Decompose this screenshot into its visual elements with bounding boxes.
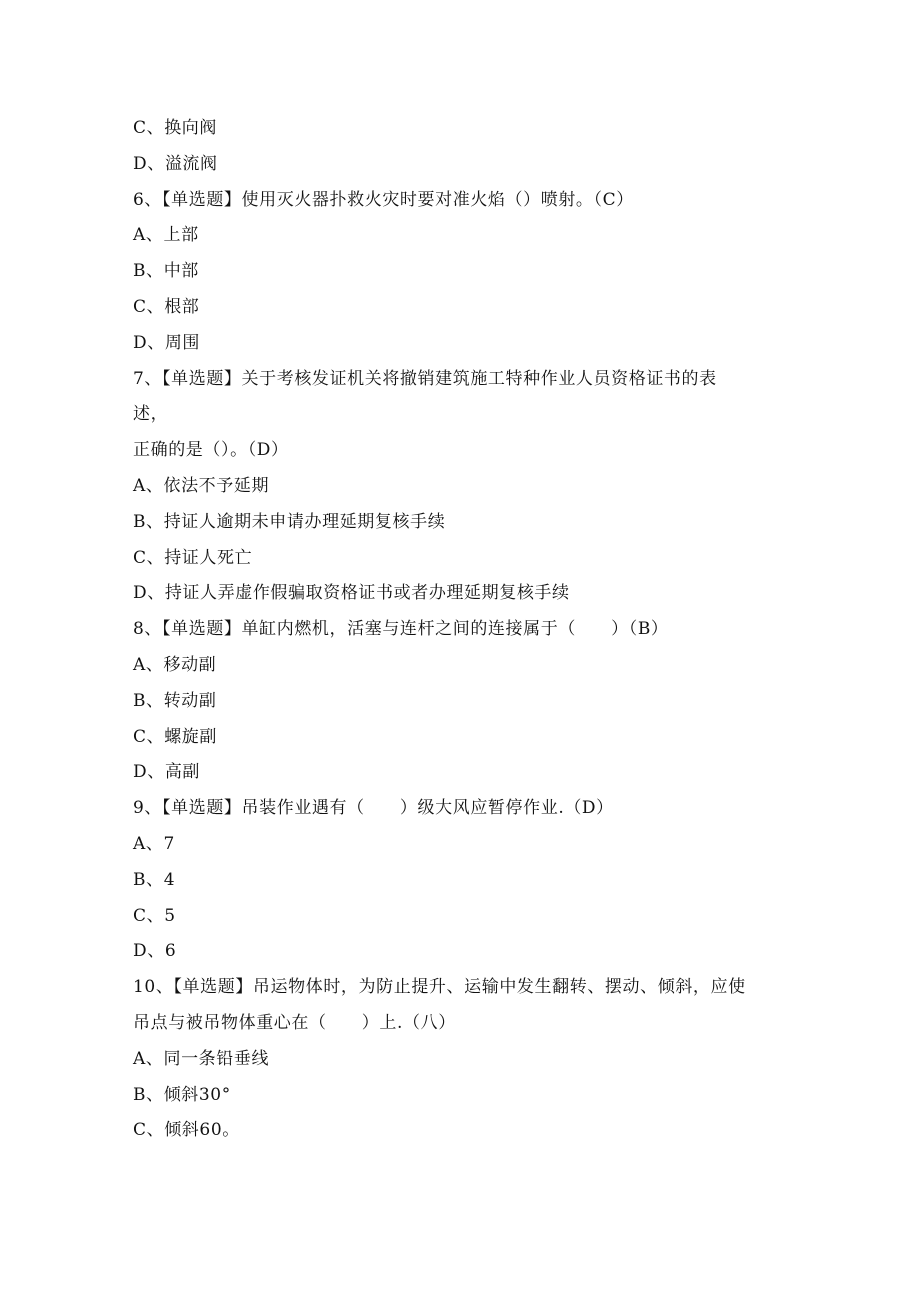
question-10-line-1: 10、【单选题】吊运物体时，为防止提升、运输中发生翻转、摆动、倾斜，应使 bbox=[133, 977, 746, 998]
option-d-line: D、6 bbox=[133, 941, 177, 962]
question-6-line: 6、【单选题】使用灭火器扑救火灾时要对准火焰（）喷射。（C） bbox=[133, 189, 634, 210]
option-d-line: D、持证人弄虚作假骗取资格证书或者办理延期复核手续 bbox=[133, 583, 570, 604]
question-text-block bbox=[133, 111, 793, 1149]
question-7-line-1: 7、【单选题】关于考核发证机关将撤销建筑施工特种作业人员资格证书的表 bbox=[133, 368, 717, 389]
option-d-line: D、溢流阀 bbox=[133, 153, 218, 174]
option-a-line: A、移动副 bbox=[133, 654, 217, 675]
option-c-line: C、倾斜60。 bbox=[133, 1120, 240, 1141]
option-b-line: B、4 bbox=[133, 869, 176, 890]
option-c-line: C、5 bbox=[133, 905, 176, 926]
option-b-line: B、转动副 bbox=[133, 690, 217, 711]
option-a-line: A、7 bbox=[133, 833, 175, 854]
option-b-line: B、持证人逾期未申请办理延期复核手续 bbox=[133, 511, 446, 532]
question-9-line: 9、【单选题】吊装作业遇有（ ）级大风应暂停作业.（D） bbox=[133, 798, 614, 819]
option-d-line: D、周围 bbox=[133, 332, 201, 353]
question-7-line-2: 述， bbox=[133, 404, 169, 425]
option-a-line: A、同一条铅垂线 bbox=[133, 1048, 270, 1069]
option-b-line: B、中部 bbox=[133, 261, 199, 282]
option-d-line: D、高副 bbox=[133, 762, 201, 783]
question-10-line-2: 吊点与被吊物体重心在（ ）上.（八） bbox=[133, 1012, 456, 1033]
option-b-line: B、倾斜30° bbox=[133, 1084, 231, 1105]
option-c-line: C、持证人死亡 bbox=[133, 547, 253, 568]
option-c-line: C、换向阀 bbox=[133, 118, 218, 138]
option-a-line: A、依法不予延期 bbox=[133, 475, 270, 496]
question-7-line-3: 正确的是（）。（D） bbox=[133, 440, 289, 461]
option-a-line: A、上部 bbox=[133, 225, 199, 246]
option-c-line: C、螺旋副 bbox=[133, 726, 218, 747]
option-c-line: C、根部 bbox=[133, 296, 200, 317]
question-8-line: 8、【单选题】单缸内燃机，活塞与连杆之间的连接属于（ ）（B） bbox=[133, 619, 669, 640]
